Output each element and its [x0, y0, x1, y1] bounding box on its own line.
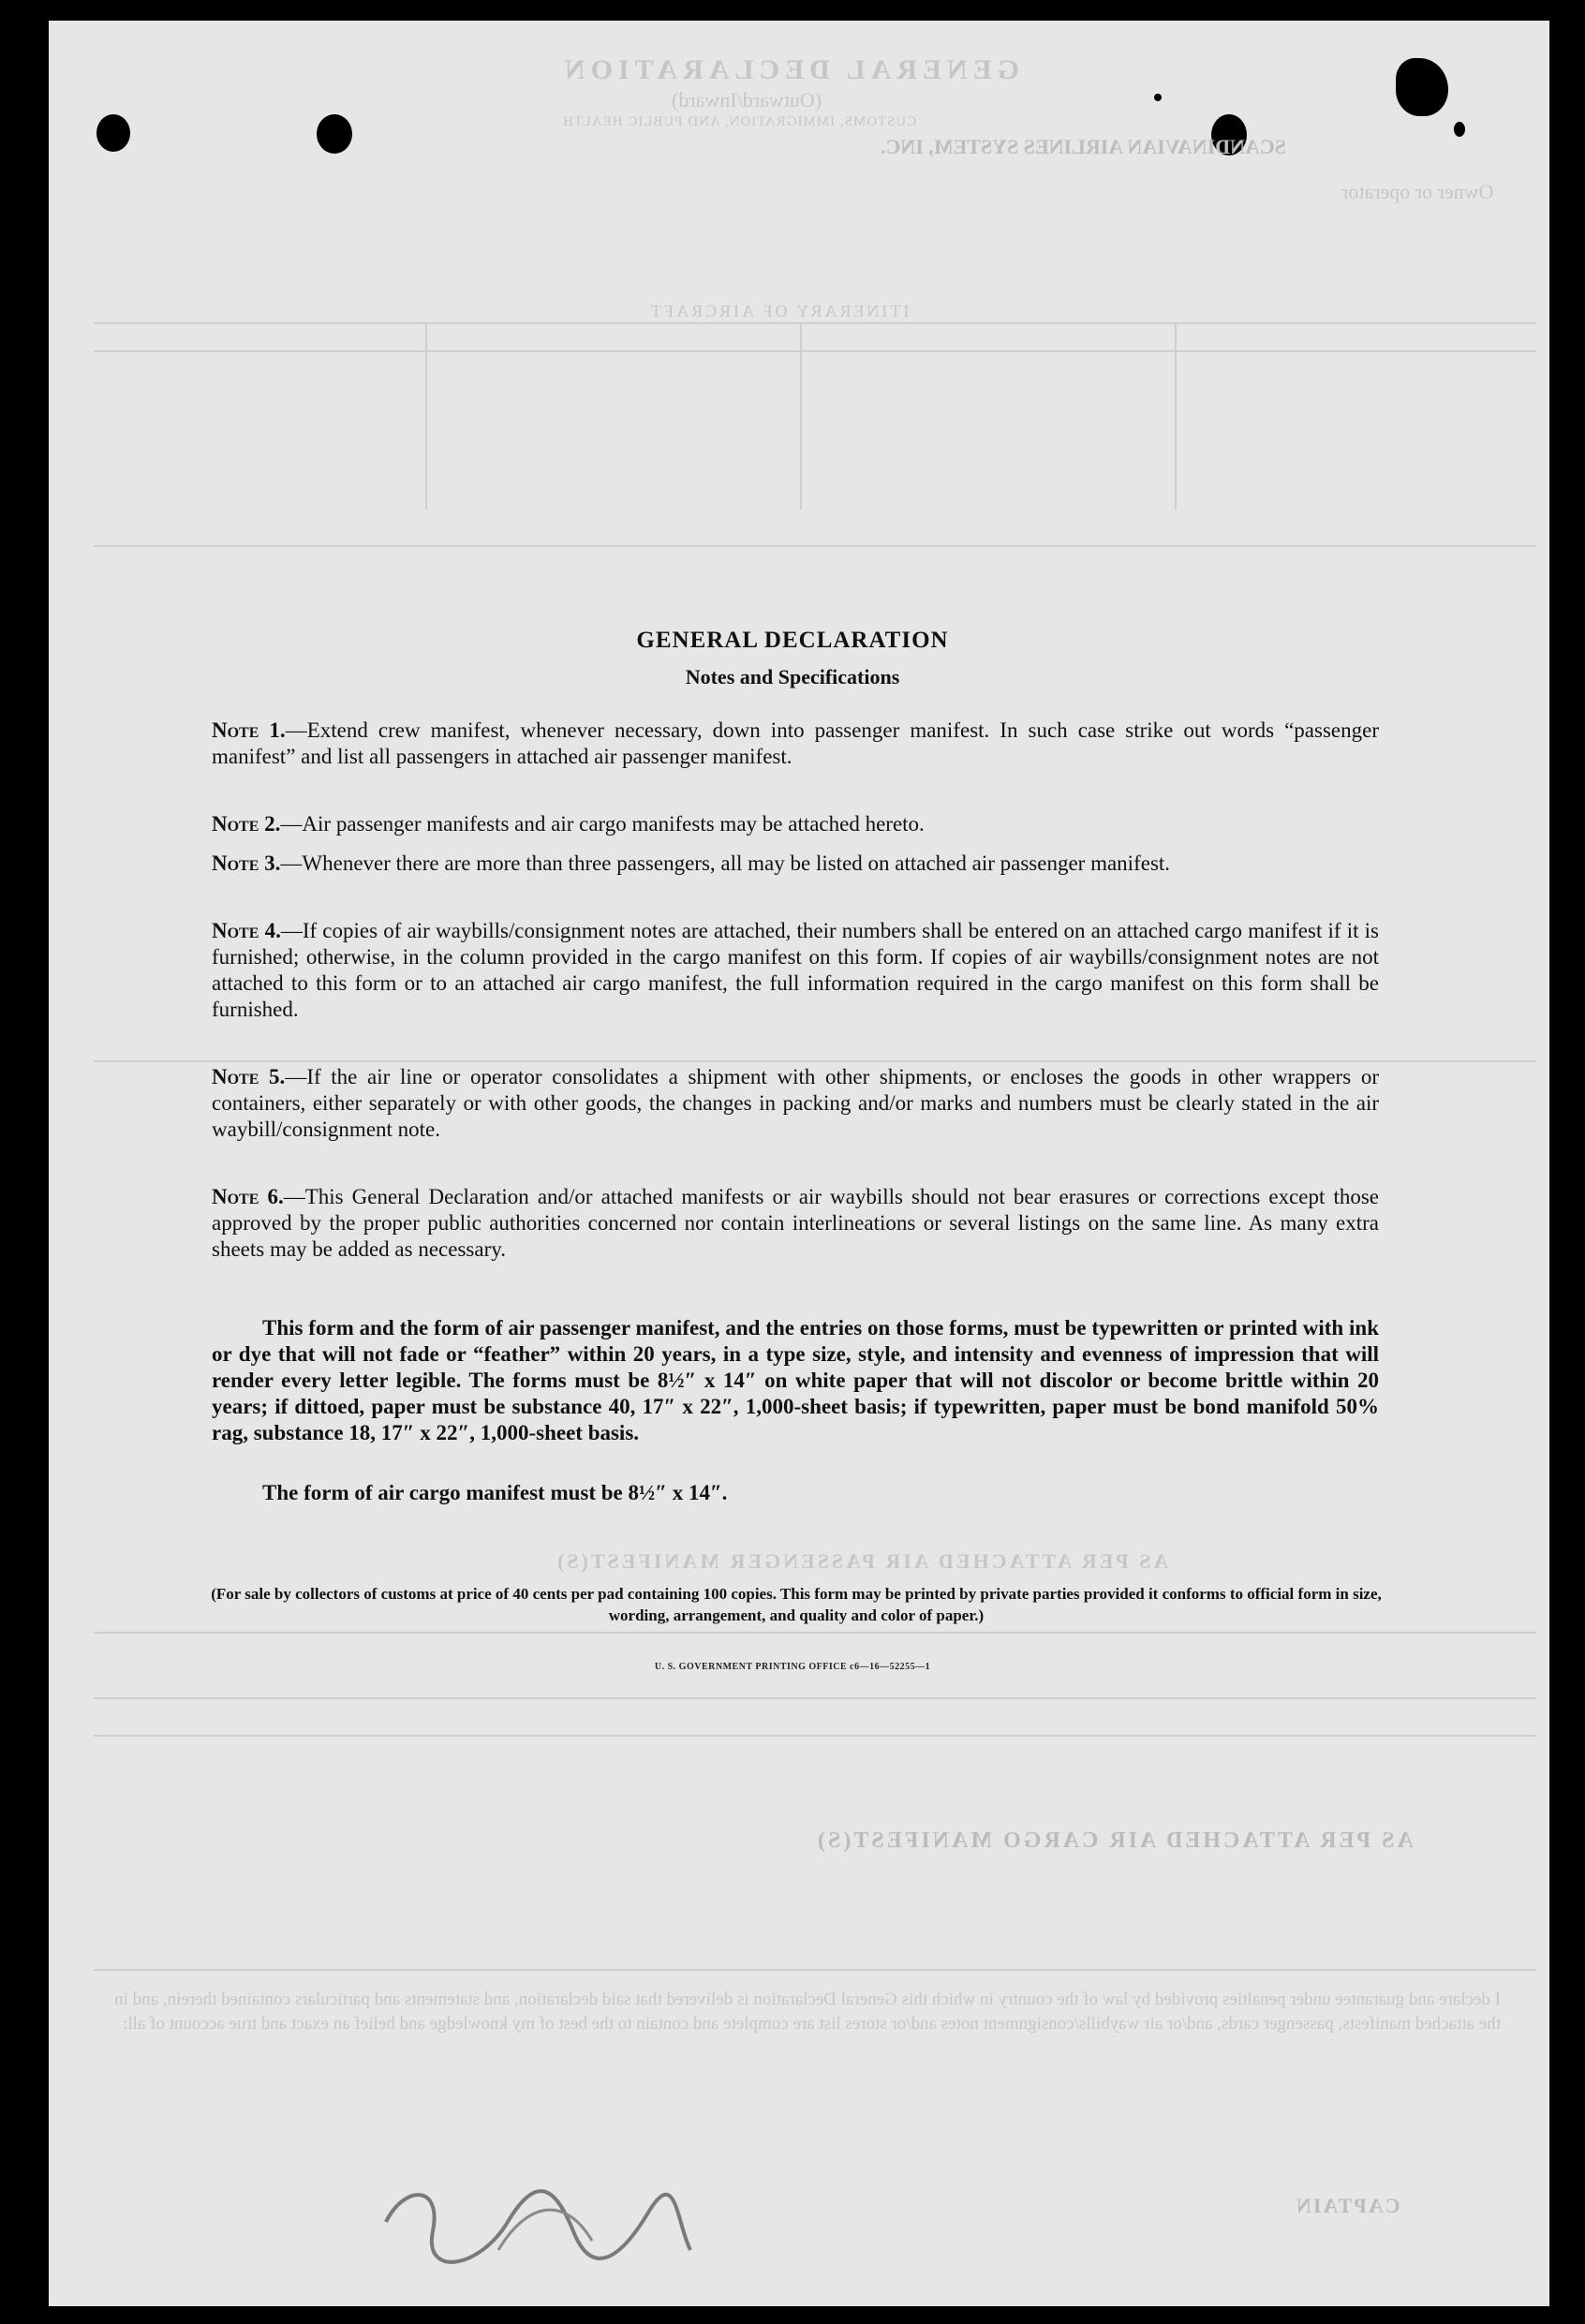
- document-page: [49, 21, 1549, 2306]
- bleed-company: SCANDINAVIAN AIRLINES SYSTEM, INC.: [881, 135, 1286, 158]
- note-label: Note 1.: [212, 718, 286, 742]
- bleed-rule: [1175, 322, 1177, 510]
- note-2: [212, 811, 1379, 837]
- note-label: Note 4.: [212, 919, 281, 942]
- bleed-rule: [94, 322, 1536, 324]
- bleed-rule: [94, 350, 1536, 352]
- bleed-header-title: GENERAL DECLARATION: [559, 54, 1020, 85]
- note-4: [212, 918, 1379, 1023]
- note-6: [212, 1184, 1379, 1263]
- note-text: —Air passenger manifests and air cargo manifests may be attached hereto.: [280, 812, 925, 836]
- note-text: —If the air line or operator consolidates a shipment with other shipments, or encloses the goods in other wrappers or containers, either separately or with other goods, the changes in packing and/or marks and numbers must be clearly stated in the air waybill/consignment note.: [212, 1065, 1379, 1141]
- note-label: Note 5.: [212, 1065, 286, 1088]
- punch-hole-center-left: [317, 114, 352, 154]
- cargo-manifest-size-line: The form of air cargo manifest must be 8½″ x 14″.: [262, 1481, 728, 1504]
- bleed-rule: [800, 322, 802, 510]
- ink-speck: [1454, 122, 1465, 137]
- bleed-rule: [94, 1735, 1536, 1737]
- bleed-agency: CUSTOMS, IMMIGRATION, AND PUBLIC HEALTH: [562, 114, 917, 129]
- signature-bleed: [367, 2166, 704, 2278]
- torn-corner: [1396, 58, 1448, 116]
- note-label: Note 3.: [212, 851, 281, 875]
- note-label: Note 6.: [212, 1185, 284, 1208]
- note-text: —This General Declaration and/or attached manifests or air waybills should not bear erasures or corrections except those approved by the proper public authorities concerned nor contain interlineations or several listings on the same line. As many extra sheets may be added as necessary.: [212, 1185, 1379, 1261]
- bleed-captain: CAPTAIN: [1295, 2194, 1400, 2217]
- sale-notice: (For sale by collectors of customs at price of 40 cents per pad containing 100 copies. This form may be printed by private parties provided it conforms to official form in size, wording, arrangement, and quality and color of paper.): [211, 1585, 1382, 1624]
- ink-speck: [1154, 94, 1162, 101]
- bleed-rule: [94, 1060, 1536, 1062]
- bleed-rule: [94, 1969, 1536, 1971]
- bleed-declaration: I declare and guarantee under penalties provided by law of the country in which this General Declaration is delivered that said declaration, and statements and particulars contained therein, and in the attached manifests, passenger cards, and/or air waybills/consignment notes and/or stores list are complete and contain to the best of my knowledge and belief an exact and true account of all:: [114, 1990, 1501, 2034]
- bleed-rule: [94, 545, 1536, 547]
- note-1: [212, 718, 1379, 770]
- note-text: —If copies of air waybills/consignment notes are attached, their numbers shall be entered on an attached cargo manifest if it is furnished; otherwise, in the column provided in the cargo manifest on this form. If copies of air waybills/consignment notes are not attached to this form or to an attached air cargo manifest, the full information required in the cargo manifest on this form shall be furnished.: [212, 919, 1379, 1021]
- note-3: [212, 851, 1379, 877]
- bleed-rule: [425, 322, 427, 510]
- bleed-rule: [94, 1697, 1536, 1699]
- bleed-rule: [94, 1632, 1536, 1634]
- note-text: —Whenever there are more than three passengers, all may be listed on attached air passenger manifest.: [280, 851, 1171, 875]
- note-label: Note 2.: [212, 812, 281, 836]
- printer-imprint: U. S. GOVERNMENT PRINTING OFFICE c6—16—52255—1: [654, 1662, 931, 1672]
- bleed-cargo-stamp: AS PER ATTACHED AIR CARGO MANIFEST(S): [815, 1828, 1414, 1853]
- page-title: GENERAL DECLARATION: [636, 628, 949, 653]
- bleed-itinerary: ITINERARY OF AIRCRAFT: [648, 302, 910, 320]
- punch-hole-left: [96, 114, 130, 152]
- form-requirements-paragraph: This form and the form of air passenger manifest, and the entries on those forms, must be typewritten or printed with ink or dye that will not fade or “feather” within 20 years, in a type size, style, and intensity and evenness of impression that will render every letter legible. The forms must be 8½″ x 14″ on white paper that will not discolor or become brittle within 20 years; if dittoed, paper must be substance 40, 17″ x 22″, 1,000-sheet basis; if typewritten, paper must be bond manifold 50% rag, substance 18, 17″ x 22″, 1,000-sheet basis.: [212, 1316, 1379, 1444]
- bleed-passenger-stamp: AS PER ATTACHED AIR PASSENGER MANIFEST(S): [555, 1549, 1169, 1573]
- note-5: [212, 1064, 1379, 1143]
- page-subtitle: Notes and Specifications: [685, 665, 900, 688]
- note-text: —Extend crew manifest, whenever necessary, down into passenger manifest. In such case strike out words “passenger manifest” and list all passengers in attached air passenger manifest.: [212, 718, 1379, 768]
- bleed-owner: Owner or operator: [1341, 180, 1494, 203]
- bleed-header-sub: (Outward/Inward): [672, 88, 822, 111]
